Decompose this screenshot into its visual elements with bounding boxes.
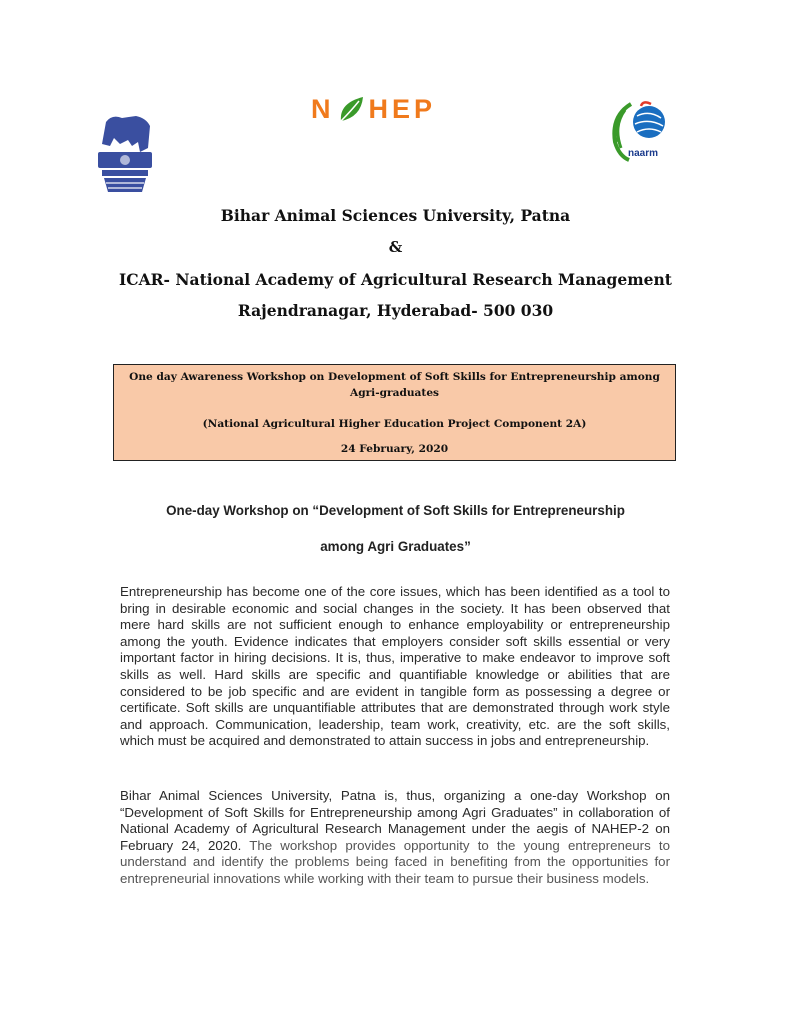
workshop-title-line2: among Agri Graduates” xyxy=(320,539,471,554)
nahep-logo: N HEP xyxy=(311,93,437,124)
workshop-title-line1: One-day Workshop on “Development of Soft Skills for Entrepreneurship xyxy=(166,503,625,518)
banner-date: 24 February, 2020 xyxy=(340,443,449,455)
header-university: Bihar Animal Sciences University, Patna xyxy=(220,206,571,225)
body-paragraph-2 xyxy=(120,788,670,888)
body-paragraph-1: Entrepreneurship has become one of the core issues, which has been identified as a tool to bring in desirable economic and social changes in the society. It has been observed that mere hard skills are not sufficient enough to enhance employability or entrepreneurship among the youth. Evidence indicates that employers consider soft skills essential or very important factor in hiring decisions. It is, thus, imperative to make endeavor to improve soft skills as well. Hard skills are specific and quantifiable knowledge or abilities that are considered to be job specific and are evident in tangible form as possessing a degree or certificate. Soft skills are unquantifiable attributes that are demonstrated through work style and approach. Communication, leadership, team work, creativity, etc. are the soft skills, which must be acquired and demonstrated to attain success in jobs and entrepreneurship. xyxy=(120,584,670,749)
leaf-icon xyxy=(337,95,367,123)
workshop-banner xyxy=(113,364,676,461)
banner-subtitle: (National Agricultural Higher Education Project Component 2A) xyxy=(202,418,587,430)
banner-title: One day Awareness Workshop on Development of Soft Skills for Entrepreneurship among Agri-graduates xyxy=(129,371,660,399)
header-address: Rajendranagar, Hyderabad- 500 030 xyxy=(237,301,554,320)
header-academy: ICAR- National Academy of Agricultural Research Management xyxy=(119,270,672,289)
body-paragraph-2-part-a: Bihar Animal Sciences University, Patna is, thus, organizing a one-day Workshop on “Development of Soft Skills for Entrepreneurship among Agri Graduates” in collaboration of National Academy of Agricultural Research Management under the aegis of NAHEP-2 on February 24, 2020. xyxy=(120,788,670,853)
naarm-caption: naarm xyxy=(628,148,659,159)
body-paragraph-2-part-b: The workshop provides opportunity to the young entrepreneurs to understand and identify the problems being faced in benefiting from the opportunities for entrepreneurial innovations while working with their team to pursue their business models. xyxy=(120,837,670,886)
header-ampersand: & xyxy=(388,238,403,256)
emblem-logo-icon xyxy=(92,112,158,196)
